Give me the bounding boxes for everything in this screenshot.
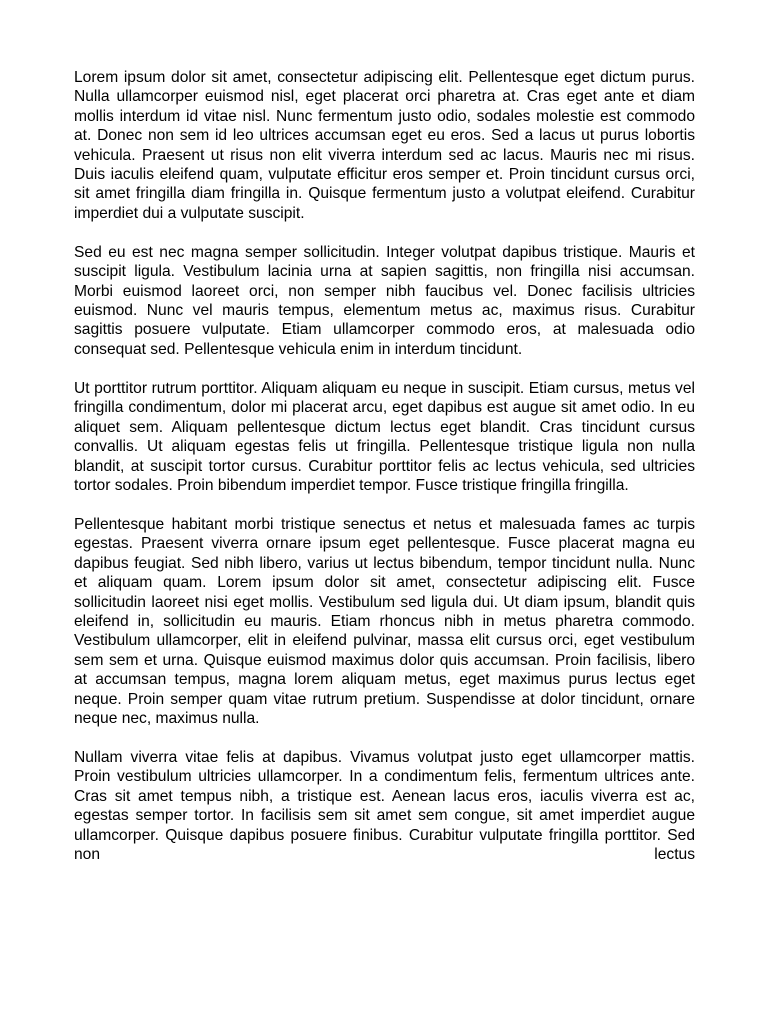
document-page [74, 68, 695, 864]
paragraph-2: Sed eu est nec magna semper sollicitudin. Integer volutpat dapibus tristique. Mauris et suscipit ligula. Vestibulum lacinia urna at sapien sagittis, non fringilla nisi accumsan. Morbi euismod laoreet orci, non semper nibh faucibus vel. Donec facilisis ultricies euismod. Nunc vel mauris tempus, elementum metus ac, maximus risus. Curabitur sagittis posuere vulputate. Etiam ullamcorper commodo eros, at malesuada odio consequat sed. Pellentesque vehicula enim in interdum tincidunt. [74, 243, 695, 358]
paragraph-3: Ut porttitor rutrum porttitor. Aliquam aliquam eu neque in suscipit. Etiam cursus, metus vel fringilla condimentum, dolor mi placerat arcu, eget dapibus est augue sit amet odio. In eu aliquet sem. Aliquam pellentesque dictum lectus eget blandit. Cras tincidunt cursus convallis. Ut aliquam egestas felis ut fringilla. Pellentesque tristique ligula non nulla blandit, at suscipit tortor cursus. Curabitur porttitor felis ac lectus vehicula, sed ultricies tortor sodales. Proin bibendum imperdiet tempor. Fusce tristique fringilla fringilla. [74, 379, 695, 494]
paragraph-5: Nullam viverra vitae felis at dapibus. Vivamus volutpat justo eget ullamcorper mattis. Proin vestibulum ultricies ullamcorper. In a condimentum felis, fermentum ultrices ante. Cras sit amet tempus nibh, a tristique est. Aenean lacus eros, iaculis viverra est ac, egestas semper tortor. In facilisis sem sit amet sem congue, sit amet imperdiet augue ullamcorper. Quisque dapibus posuere finibus. Curabitur vulputate fringilla porttitor. Sed non lectus [74, 748, 695, 863]
paragraph-4: Pellentesque habitant morbi tristique senectus et netus et malesuada fames ac turpis egestas. Praesent viverra ornare ipsum eget pellentesque. Fusce placerat magna eu dapibus feugiat. Sed nibh libero, varius ut lectus bibendum, tempor tincidunt nulla. Nunc et aliquam quam. Lorem ipsum dolor sit amet, consectetur adipiscing elit. Fusce sollicitudin laoreet nisi eget mollis. Vestibulum sed ligula dui. Ut diam ipsum, blandit quis eleifend in, sollicitudin eu mauris. Etiam rhoncus nibh in metus pharetra commodo. Vestibulum ullamcorper, elit in eleifend pulvinar, massa elit cursus orci, eget vestibulum sem sem et urna. Quisque euismod maximus dolor quis accumsan. Proin facilisis, libero at accumsan tempus, magna lorem aliquam metus, eget maximus purus lectus eget neque. Proin semper quam vitae rutrum pretium. Suspendisse at dolor tincidunt, ornare neque nec, maximus nulla. [74, 515, 695, 727]
paragraph-1: Lorem ipsum dolor sit amet, consectetur adipiscing elit. Pellentesque eget dictum purus. Nulla ullamcorper euismod nisl, eget placerat orci pharetra at. Cras eget ante et diam mollis interdum id vitae nisl. Nunc fermentum justo odio, sodales molestie est commodo at. Donec non sem id leo ultrices accumsan eget eu eros. Sed a lacus ut purus lobortis vehicula. Praesent ut risus non elit viverra interdum sed ac lacus. Mauris nec mi risus. Duis iaculis eleifend quam, vulputate efficitur eros semper et. Proin tincidunt cursus orci, sit amet fringilla diam fringilla in. Quisque fermentum justo a volutpat eleifend. Curabitur imperdiet dui a vulputate suscipit. [74, 69, 695, 222]
